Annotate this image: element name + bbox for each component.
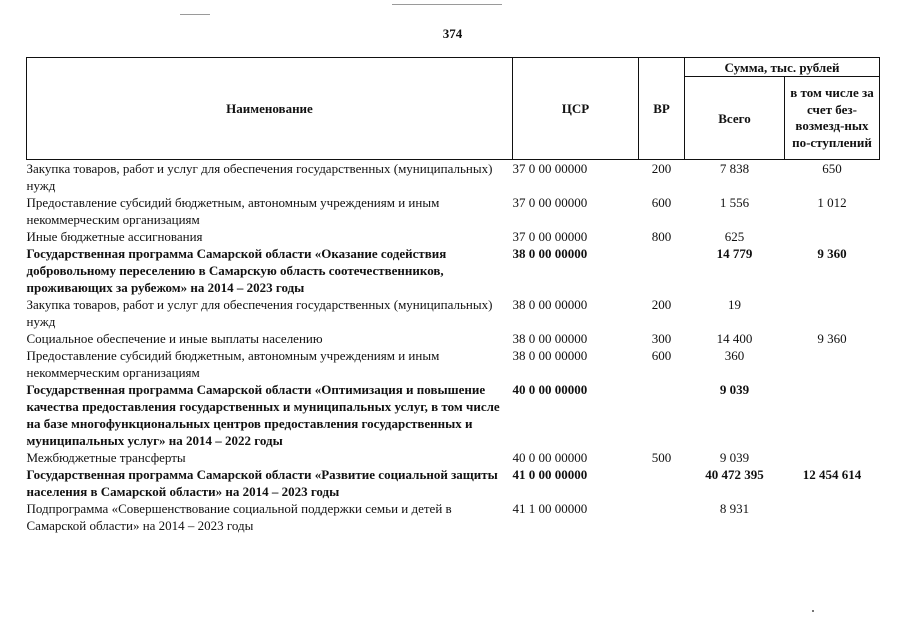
cell-gratis: 1 012: [817, 195, 847, 210]
cell-total: 1 556: [719, 195, 750, 210]
cell-csr: 41 0 00 00000: [512, 467, 588, 482]
cell-total: 9 039: [719, 450, 750, 465]
cell-gratis: [785, 449, 880, 466]
cell-name: Государственная программа Самарской области «Оптимизация и повышение качества предоставления государственных и муниципальных услуг, в том числе на базе многофункциональных центров предоставления государственных и муниципальных услуг» на 2014 – 2022 годы: [26, 382, 500, 448]
cell-total: 360: [724, 348, 745, 363]
cell-csr: 38 0 00 00000: [512, 331, 588, 346]
cell-csr: 37 0 00 00000: [512, 195, 588, 210]
cell-vr: 200: [651, 297, 672, 312]
cell-vr: 200: [651, 161, 672, 176]
table-row: [27, 245, 880, 296]
cell-csr: 40 0 00 00000: [512, 382, 588, 397]
cell-total: 19: [728, 297, 741, 312]
table-row: [27, 347, 880, 381]
cell-name: Закупка товаров, работ и услуг для обеспечения государственных (муниципальных) нужд: [26, 161, 493, 193]
header-row: [27, 58, 880, 77]
cell-total: 14 400: [716, 331, 753, 346]
cell-name: Предоставление субсидий бюджетным, автономным учреждениям и иным некоммерческим организациям: [26, 348, 440, 380]
cell-vr: [639, 245, 685, 296]
cell-gratis: 9 360: [817, 246, 847, 261]
cell-gratis: [785, 500, 880, 534]
cell-name: Государственная программа Самарской области «Оказание содействия добровольному переселению в Самарскую область соотечественников, проживающих за рубежом» на 2014 – 2023 годы: [26, 246, 447, 295]
cell-total: 8 931: [719, 501, 750, 516]
cell-total: 40 472 395: [705, 467, 764, 482]
header-csr: ЦСР: [513, 58, 639, 160]
cell-gratis: [785, 347, 880, 381]
cell-vr: 300: [651, 331, 672, 346]
cell-name: Межбюджетные трансферты: [26, 450, 186, 465]
page-number: 374: [442, 26, 463, 41]
table-row: [27, 330, 880, 347]
header-vr: ВР: [639, 58, 685, 160]
table-row: [27, 500, 880, 534]
cell-vr: [639, 466, 685, 500]
cell-total: 14 779: [716, 246, 753, 261]
cell-gratis: 9 360: [817, 331, 847, 346]
cell-csr: 38 0 00 00000: [512, 246, 588, 261]
scan-artifact-dot: [812, 610, 814, 612]
cell-csr: 37 0 00 00000: [512, 229, 588, 244]
table-row: [27, 160, 880, 195]
cell-csr: 37 0 00 00000: [512, 161, 588, 176]
cell-total: 9 039: [719, 382, 750, 397]
cell-gratis: 650: [822, 161, 842, 176]
cell-name: Предоставление субсидий бюджетным, автономным учреждениям и иным некоммерческим организациям: [26, 195, 440, 227]
cell-gratis: [785, 228, 880, 245]
table-row: [27, 449, 880, 466]
header-sum-group: Сумма, тыс. рублей: [685, 58, 880, 77]
cell-name: Подпрограмма «Совершенствование социальной поддержки семьи и детей в Самарской области» на 2014 – 2023 годы: [26, 501, 452, 533]
cell-name: Закупка товаров, работ и услуг для обеспечения государственных (муниципальных) нужд: [26, 297, 493, 329]
cell-gratis: [785, 381, 880, 449]
cell-gratis: [785, 296, 880, 330]
cell-total: 7 838: [719, 161, 750, 176]
cell-gratis: 12 454 614: [802, 467, 862, 482]
table-row: [27, 296, 880, 330]
scan-artifact-top-right: [392, 4, 502, 5]
header-name: Наименование: [27, 58, 513, 160]
table-row: [27, 228, 880, 245]
cell-total: 625: [724, 229, 745, 244]
cell-name: Государственная программа Самарской области «Развитие социальной защиты населения в Самарской области» на 2014 – 2023 годы: [26, 467, 498, 499]
table-row: [27, 466, 880, 500]
cell-csr: 41 1 00 00000: [512, 501, 588, 516]
cell-vr: 600: [651, 348, 672, 363]
header-gratis: в том числе за счет без-возмезд-ных по-ступлений: [785, 77, 880, 160]
budget-table: [26, 57, 880, 534]
scan-artifact-top-left: [180, 14, 210, 15]
table-body: [27, 160, 880, 535]
cell-vr: 600: [651, 195, 672, 210]
header-total: Всего: [685, 77, 785, 160]
cell-name: Социальное обеспечение и иные выплаты населению: [26, 331, 323, 346]
cell-csr: 38 0 00 00000: [512, 348, 588, 363]
cell-vr: [639, 500, 685, 534]
table-row: [27, 194, 880, 228]
cell-vr: 800: [651, 229, 672, 244]
cell-vr: 500: [651, 450, 672, 465]
cell-vr: [639, 381, 685, 449]
cell-csr: 40 0 00 00000: [512, 450, 588, 465]
table-row: [27, 381, 880, 449]
cell-csr: 38 0 00 00000: [512, 297, 588, 312]
cell-name: Иные бюджетные ассигнования: [26, 229, 203, 244]
